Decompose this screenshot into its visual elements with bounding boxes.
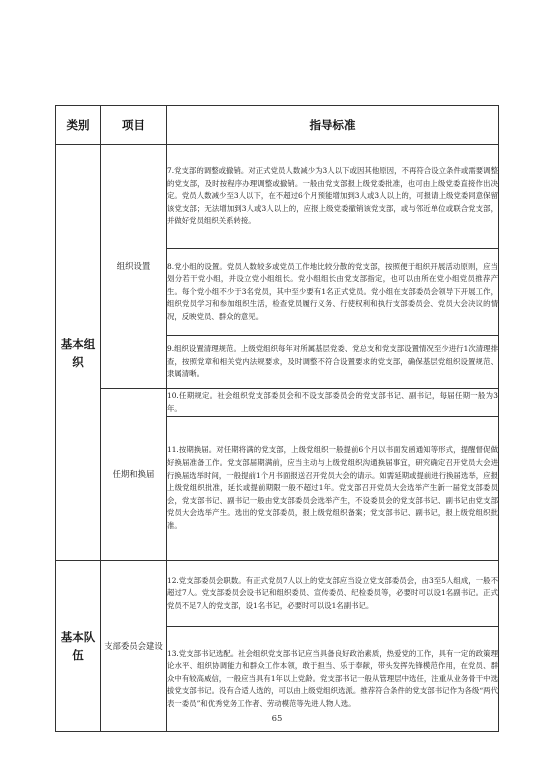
item-branch-committee-building: 支部委员会建设 <box>101 561 167 732</box>
standard-9: 9.组织设置清理规范。上级党组织每年对所属基层党委、党总支和党支部设置情况至少进行1次清理排查，按照党章和相关党内法规要求，及时调整不符合设置要求的党支部，确保基层党组织设置规范、隶属清晰。 <box>167 336 499 389</box>
page-number: 65 <box>271 714 283 724</box>
standard-11: 11.按期换届。对任期将满的党支部，上级党组织一般提前6个月以书面发函通知等形式，提醒督促做好换届准备工作。党支部届期满前，应当主动与上级党组织沟通换届事宜，研究确定召开党员大会进行换届选举时间，一般提前1个月书面报送召开党员大会的请示。如需延期或提前进行换届选举，应报上级党组织批准，延长或提前期限一般不超过1年。党支部召开党员大会选举产生新一届党支部委员会，党支部书记、副书记一般由党支部委员会选举产生，不设委员会的党支部书记、副书记由党支部党员大会选举产生。选出的党支部委员，报上级党组织备案；党支部书记、副书记，报上级党组织批准。 <box>167 417 499 561</box>
table-row <box>56 561 499 627</box>
standard-8: 8.党小组的设置。党员人数较多或党员工作地比较分散的党支部，按照便于组织开展活动原则，应当划分若干党小组，并设立党小组组长。党小组组长由党支部指定，也可以由所在党小组党员推荐产生。每个党小组不少于3名党员，其中至少要有1名正式党员。党小组在支部委员会领导下开展工作，组织党员学习和参加组织生活，检查党员履行义务、行使权利和执行支部委员会、党员大会决议的情况，反映党员、群众的意见。 <box>167 249 499 336</box>
item-term-and-election: 任期和换届 <box>101 389 167 561</box>
standard-12: 12.党支部委员会职数。有正式党员7人以上的党支部应当设立党支部委员会，由3至5人组成，一般不超过7人。党支部委员会设书记和组织委员、宣传委员、纪检委员等，必要时可以设1名副书记。正式党员不足7人的党支部，设1名书记，必要时可以设1名副书记。 <box>167 561 499 627</box>
table-row <box>56 389 499 417</box>
table-header-row <box>56 106 499 145</box>
header-category: 类别 <box>56 106 101 145</box>
table-row <box>56 145 499 249</box>
header-standard: 指导标准 <box>167 106 499 145</box>
category-basic-team: 基本队伍 <box>56 561 101 732</box>
standard-10: 10.任期规定。社会组织党支部委员会和不设支部委员会的党支部书记、副书记，每届任期一般为3年。 <box>167 389 499 417</box>
header-item: 项目 <box>101 106 167 145</box>
item-organization-setup: 组织设置 <box>101 145 167 389</box>
standard-13: 13.党支部书记选配。社会组织党支部书记应当具备良好政治素质，热爱党的工作，具有一定的政策理论水平、组织协调能力和群众工作本领，敢于担当、乐于奉献，带头发挥先锋模范作用，在党员、群众中有较高威信，一般应当具有1年以上党龄。党支部书记一般从管理层中选任，注重从业务骨干中选拔党支部书记。没有合适人选的，可以由上级党组织选派。推荐符合条件的党支部书记作为各级“两代表一委员”和优秀党务工作者、劳动模范等先进人物人选。 <box>167 627 499 732</box>
standard-7: 7.党支部的调整或撤销。对正式党员人数减少为3人以下或因其他原因，不再符合设立条件或需要调整的党支部，及时按程序办理调整或撤销。一般由党支部报上级党委批准，也可由上级党委直接作出决定。党员人数减少至3人以下，在不超过6个月预能增加到3人或3人以上的，可报请上级党委同意保留该党支部；无法增加到3人或3人以上的，应报上级党委撤销该党支部，或与邻近单位或联合党支部，并做好党员组织关系转接。 <box>167 145 499 249</box>
category-basic-organization: 基本组织 <box>56 145 101 561</box>
standards-table <box>55 105 499 732</box>
